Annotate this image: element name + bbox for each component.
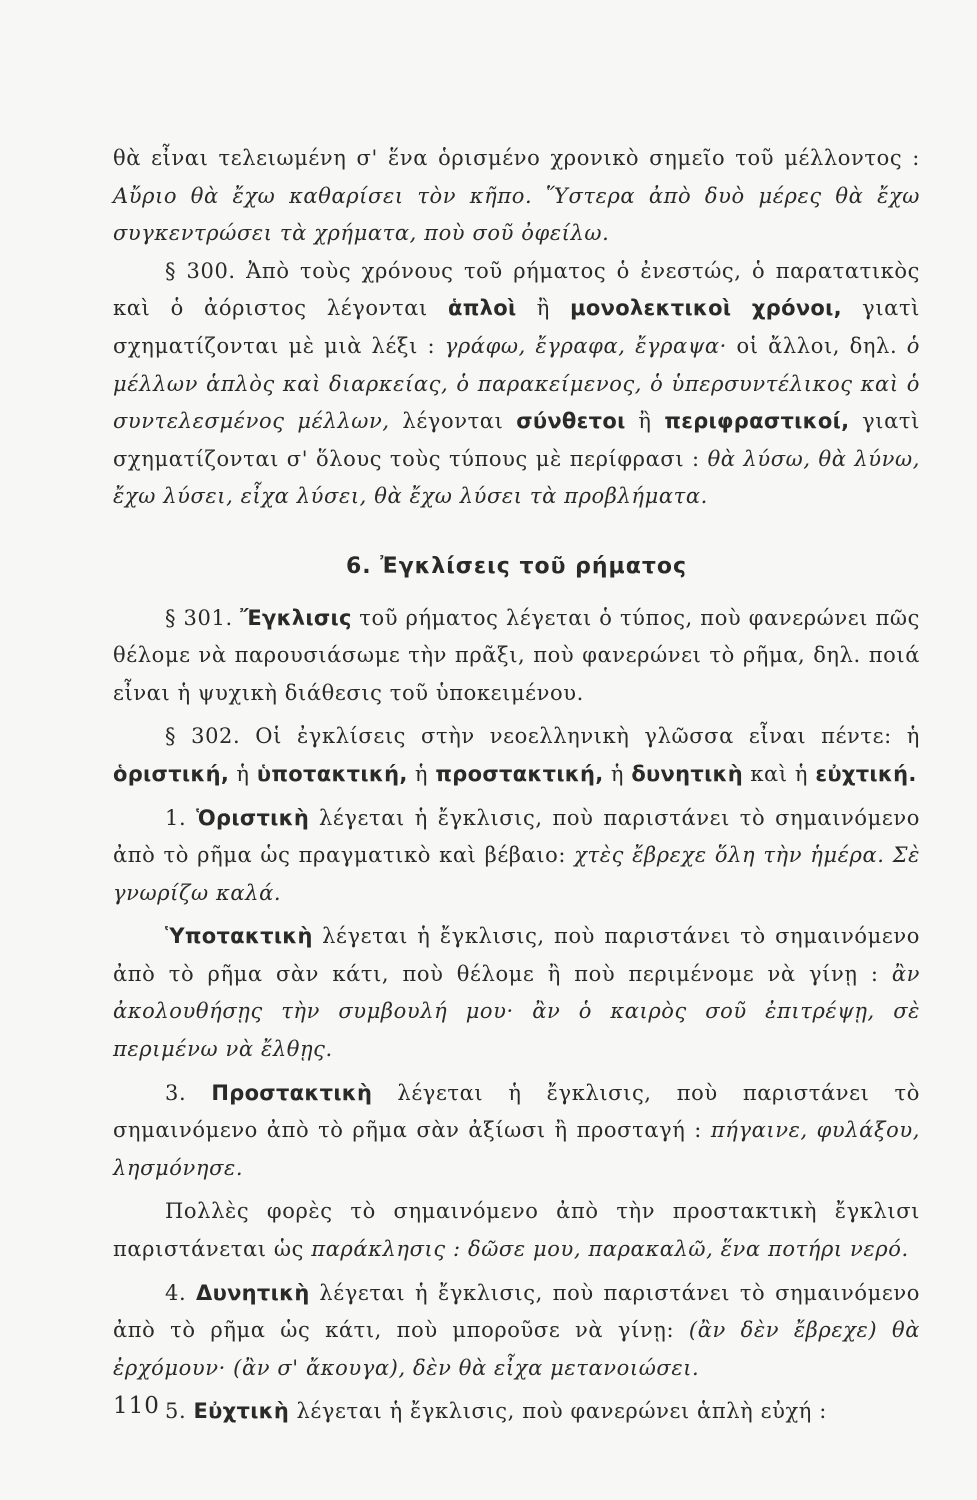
term-bold: περιφραστικοί, bbox=[664, 409, 850, 434]
term-bold: Εὐχτικὴ bbox=[193, 1399, 290, 1424]
term-bold: δυνητικὴ bbox=[631, 761, 744, 786]
item-number: 1. bbox=[165, 805, 187, 830]
term-bold: μονολεκτικοὶ χρόνοι, bbox=[570, 296, 842, 321]
example-text: χτὲς ἔβρεχε ὅλη τὴν ἡμέρα. Σὲ γνωρίζω καλά. bbox=[113, 843, 920, 905]
example-text: Αὔριο θὰ ἔχω καθαρίσει τὸν κῆπο. Ὕστερα ἀπὸ δυὸ μέρες θὰ ἔχω συγκεντρώσει τὰ χρήματα, ποὺ σοῦ ὀφείλω. bbox=[113, 183, 920, 246]
section-302: § 302. Οἱ ἐγκλίσεις στὴν νεοελληνικὴ γλῶσσα εἶναι πέντε: ἡ ὁριστική, ἡ ὑποτακτική, ἡ προστακτική, ἡ δυνητικὴ καὶ ἡ εὐχτική. bbox=[113, 724, 920, 786]
term-bold: ἁπλοὶ bbox=[448, 296, 517, 321]
section-heading: 6. Ἐγκλίσεις τοῦ ρήματος bbox=[345, 553, 688, 579]
note-paragraph: Πολλὲς φορὲς τὸ σημαινόμενο ἀπὸ τὴν προστακτικὴ ἔγκλισι παριστάνεται ὡς παράκλησις : δῶσε μου, παρακαλῶ, ἕνα ποτήρι νερό. bbox=[113, 1199, 920, 1262]
section-300: § 300. Ἀπὸ τοὺς χρόνους τοῦ ρήματος ὁ ἐνεστώς, ὁ παρατατικὸς καὶ ὁ ἀόριστος λέγονται ἁπλοὶ ἢ μονολεκτικοὶ χρόνοι, γιατὶ σχηματίζονται μὲ μιὰ λέξι : γράφω, ἔγραφα, ἔγραψα· οἱ ἄλλοι, δηλ. ὁ μέλλων ἁπλὸς καὶ διαρκείας, ὁ παρακείμενος, ὁ ὑπερσυντέλικος καὶ ὁ συντελεσμένος μέλλων, λέγονται σύνθετοι ἢ περιφραστικοί, γιατὶ σχηματίζονται σ' ὅλους τοὺς τύπους μὲ περίφρασι : θὰ λύσω, θὰ λύνω, ἔχω λύσει, εἶχα λύσει, θὰ ἔχω λύσει τὰ προβλήματα. bbox=[113, 258, 921, 509]
example-text: πήγαινε, φυλάξου, λησμόνησε. bbox=[113, 1118, 920, 1180]
term-bold: ὁριστική, bbox=[113, 761, 230, 786]
example-text: παράκλησις : bbox=[311, 1237, 461, 1262]
section-number: § 301. bbox=[165, 605, 233, 630]
example-text: (ἂν δὲν ἔβρεχε) θὰ ἐρχόμουν· (ἂν σ' ἄκουγα), δὲν θὰ εἶχα μετανοιώσει. bbox=[113, 1318, 920, 1380]
item-number: 3. bbox=[165, 1080, 187, 1105]
item-5: 5. Εὐχτικὴ λέγεται ἡ ἔγκλισις, ποὺ φανερώνει ἁπλὴ εὐχή : bbox=[165, 1399, 827, 1424]
term-bold: σύνθετοι bbox=[516, 409, 626, 434]
example-text: γράφω, ἔγραφα, ἔγραψα· bbox=[444, 333, 727, 358]
page-body bbox=[113, 140, 920, 1431]
example-text: ἂν ἀκολουθήσῃς τὴν συμβουλή μου· ἂν ὁ καιρὸς σοῦ ἐπιτρέψῃ, σὲ περιμένω νὰ ἔλθῃς. bbox=[113, 961, 920, 1062]
term-bold: Ἔγκλισις bbox=[240, 605, 352, 630]
item-3: 3. Προστακτικὴ λέγεται ἡ ἔγκλισις, ποὺ παριστάνει τὸ σημαινόμενο ἀπὸ τὸ ρῆμα σὰν ἀξίωσι ἢ προσταγή : πήγαινε, φυλάξου, λησμόνησε. bbox=[113, 1080, 920, 1180]
term-bold: Ὑποτακτικὴ bbox=[165, 924, 313, 949]
section-number: § 302. bbox=[165, 724, 241, 749]
example-text: ὁ μέλλων ἁπλὸς καὶ διαρκείας, ὁ παρακείμενος, ὁ ὑπερσυντέλικος καὶ ὁ συντελεσμένος μέλλων, bbox=[113, 333, 921, 434]
item-2: Ὑποτακτικὴ λέγεται ἡ ἔγκλισις, ποὺ παριστάνει τὸ σημαινόμενο ἀπὸ τὸ ρῆμα σὰν κάτι, ποὺ θέλομε ἢ ποὺ περιμένομε νὰ γίνῃ : ἂν ἀκολουθήσῃς τὴν συμβουλή μου· ἂν ὁ καιρὸς σοῦ ἐπιτρέψῃ, σὲ περιμένω νὰ ἔλθῃς. bbox=[113, 924, 920, 1062]
term-bold: ὑποτακτική, bbox=[256, 761, 408, 786]
term-bold: Δυνητικὴ bbox=[196, 1280, 310, 1305]
section-number: § 300. bbox=[165, 258, 236, 283]
example-text: θὰ λύσω, θὰ λύνω, ἔχω λύσει, εἶχα λύσει, θὰ ἔχω λύσει τὰ προβλήματα. bbox=[113, 446, 921, 509]
page-number: 110 bbox=[113, 1393, 160, 1419]
section-301: § 301. Ἔγκλισις τοῦ ρήματος λέγεται ὁ τύπος, ποὺ φανερώνει πῶς θέλομε νὰ παρουσιάσωμε τὴν πρᾶξι, ποὺ φανερώνει τὸ ρῆμα, δηλ. ποιά εἶναι ἡ ψυχικὴ διάθεσις τοῦ ὑποκειμένου. bbox=[113, 605, 920, 705]
paragraph-continuation: θὰ εἶναι τελειωμένη σ' ἕνα ὁρισμένο χρονικὸ σημεῖο τοῦ μέλλοντος : Αὔριο θὰ ἔχω καθαρίσει τὸν κῆπο. Ὕστερα ἀπὸ δυὸ μέρες θὰ ἔχω συγκεντρώσει τὰ χρήματα, ποὺ σοῦ ὀφείλω. bbox=[113, 146, 920, 246]
term-bold: Προστακτικὴ bbox=[211, 1080, 373, 1105]
item-1: 1. Ὁριστικὴ λέγεται ἡ ἔγκλισις, ποὺ παριστάνει τὸ σημαινόμενο ἀπὸ τὸ ρῆμα ὡς πραγματικὸ καὶ βέβαιο: χτὲς ἔβρεχε ὅλη τὴν ἡμέρα. Σὲ γνωρίζω καλά. bbox=[113, 805, 920, 905]
item-4: 4. Δυνητικὴ λέγεται ἡ ἔγκλισις, ποὺ παριστάνει τὸ σημαινόμενο ἀπὸ τὸ ρῆμα ὡς κάτι, ποὺ μποροῦσε νὰ γίνῃ: (ἂν δὲν ἔβρεχε) θὰ ἐρχόμουν· (ἂν σ' ἄκουγα), δὲν θὰ εἶχα μετανοιώσει. bbox=[113, 1280, 921, 1380]
item-number: 5. bbox=[165, 1399, 187, 1424]
term-bold: προστακτική, bbox=[435, 761, 604, 786]
term-bold: εὐχτική. bbox=[815, 761, 917, 786]
term-bold: Ὁριστικὴ bbox=[196, 805, 310, 830]
item-number: 4. bbox=[165, 1280, 187, 1305]
example-text: δῶσε μου, παρακαλῶ, ἕνα ποτήρι νερό. bbox=[467, 1237, 909, 1262]
